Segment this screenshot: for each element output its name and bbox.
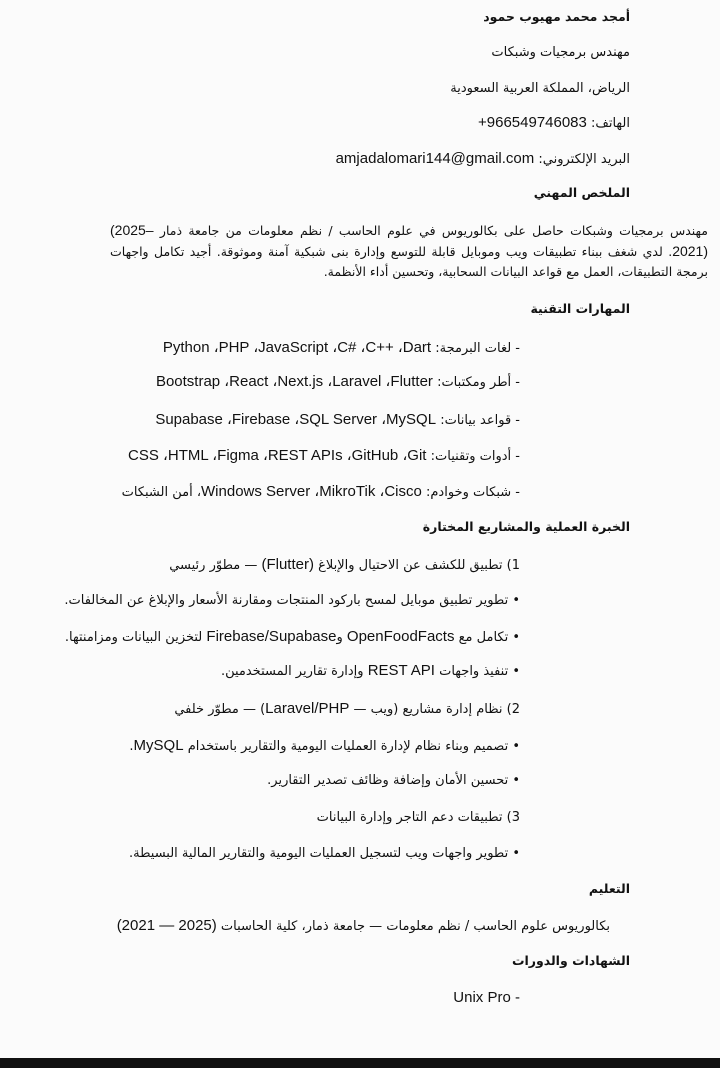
- skill-row-databases: [100, 410, 520, 431]
- skills-heading: المهارات التقنية: [530, 301, 630, 316]
- summary-text-1: مهندس برمجيات وشبكات حاصل على بكالوريوس في علوم الحاسب / نظم معلومات من جامعة ذمار: [159, 223, 708, 238]
- certificate-item: [100, 988, 520, 1009]
- project-3-title: 3) تطبيقات دعم التاجر وإدارة البيانات: [316, 810, 520, 825]
- skill-suffix: ، أمن الشبكات: [121, 485, 202, 500]
- project-1-suffix: — مطوّر رئيسي: [169, 558, 262, 573]
- skill-row-languages: [100, 338, 520, 359]
- project-1-bullet-2: [64, 627, 520, 648]
- bullet-tech-2: Firebase/Supabase: [206, 628, 337, 645]
- email-line: [110, 150, 630, 169]
- job-title: مهندس برمجيات وشبكات: [491, 45, 630, 60]
- skill-label: - شبكات وخوادم:: [425, 485, 520, 500]
- skill-row-frameworks: [100, 372, 520, 393]
- project-3-bullet-1: • تطوير واجهات ويب لتسجيل العمليات اليومية والتقارير المالية البسيطة.: [129, 846, 520, 861]
- education-line: [110, 916, 610, 937]
- bullet-suffix: لتخزين البيانات ومزامنتها.: [64, 630, 207, 645]
- bullet-tech: MySQL: [133, 737, 184, 754]
- bottom-bar: [0, 1058, 720, 1068]
- skill-value: Python ،PHP ،JavaScript ،C# ،C++ ،Dart: [162, 339, 432, 356]
- bullet-suffix: وإدارة تقارير المستخدمين.: [220, 664, 368, 679]
- skill-label: - لغات البرمجة:: [435, 341, 520, 356]
- skill-label: - أطر ومكتبات:: [437, 375, 520, 390]
- skill-value: Bootstrap ،React ،Next.js ،Laravel ،Flutter: [155, 373, 433, 390]
- project-1-tech: (Flutter): [261, 556, 314, 573]
- summary-text: [110, 220, 708, 282]
- project-2-title: [100, 699, 520, 720]
- skill-value: Supabase ،Firebase ،SQL Server ،MySQL: [155, 411, 437, 428]
- phone-line: [110, 114, 630, 133]
- skill-row-tools: [100, 446, 520, 467]
- summary-heading: الملخص المهني: [533, 185, 630, 200]
- bullet-suffix: .: [129, 739, 134, 754]
- bullet-tech-1: OpenFoodFacts: [346, 628, 455, 645]
- location: الرياض، المملكة العربية السعودية: [450, 81, 630, 96]
- bullet-mid: و: [336, 630, 347, 645]
- experience-heading: الخبرة العملية والمشاريع المختارة: [422, 519, 630, 534]
- bullet-prefix: • تصميم وبناء نظام لإدارة العمليات اليومية والتقارير باستخدام: [183, 739, 520, 754]
- education-text: بكالوريوس علوم الحاسب / نظم معلومات — جامعة ذمار، كلية الحاسبات: [220, 919, 610, 934]
- project-2-bullet-2: • تحسين الأمان وإضافة وظائف تصدير التقارير.: [267, 773, 520, 788]
- skill-value: Windows Server ،MikroTik ،Cisco: [201, 483, 422, 500]
- certificate-text: - Unix Pro: [453, 989, 520, 1006]
- bullet-prefix: • تكامل مع: [454, 630, 520, 645]
- education-heading: التعليم: [588, 881, 630, 896]
- project-2-prefix: 2) نظام إدارة مشاريع (ويب —: [349, 702, 520, 717]
- phone-label: الهاتف:: [591, 116, 630, 131]
- bullet-prefix: • تنفيذ واجهات: [434, 664, 520, 679]
- education-years: (2021 — 2025): [116, 917, 217, 934]
- summary-years: (2025–2021): [110, 222, 708, 259]
- email-value: amjadalomari144@gmail.com: [335, 150, 535, 167]
- project-1-bullet-3: [100, 661, 520, 682]
- project-2-bullet-1: [100, 736, 520, 757]
- summary-text-2: . لدي شغف ببناء تطبيقات ويب وموبايل قابلة للتوسع وإدارة بنى شبكية آمنة وموثوقة. أجيد تكامل واجهات برمجة التطبيقات، العمل مع قواعد البيانات السحابية، وتحسين أداء الأنظمة.: [110, 244, 708, 279]
- project-1-bullet-1: • تطوير تطبيق موبايل لمسح باركود المنتجات ومقارنة الأسعار والإبلاغ عن المخالفات.: [64, 593, 520, 608]
- skill-label: - قواعد بيانات:: [440, 413, 520, 428]
- email-label: البريد الإلكتروني:: [538, 152, 630, 167]
- project-1-title: [100, 555, 520, 576]
- project-1-prefix: 1) تطبيق للكشف عن الاحتيال والإبلاغ: [318, 558, 520, 573]
- candidate-name: أمجد محمد مهيوب حمود: [483, 9, 630, 24]
- certificates-heading: الشهادات والدورات: [511, 953, 630, 968]
- skill-row-networks: [100, 482, 520, 503]
- project-2-tech: Laravel/PHP: [265, 700, 350, 717]
- skill-label: - أدوات وتقنيات:: [430, 449, 520, 464]
- skill-value: CSS ،HTML ،Figma ،REST APIs ،GitHub ،Git: [128, 447, 427, 464]
- phone-value: +966549746083: [478, 114, 587, 131]
- bullet-tech: REST API: [367, 662, 435, 679]
- project-2-suffix: ) — مطوّر خلفي: [174, 702, 266, 717]
